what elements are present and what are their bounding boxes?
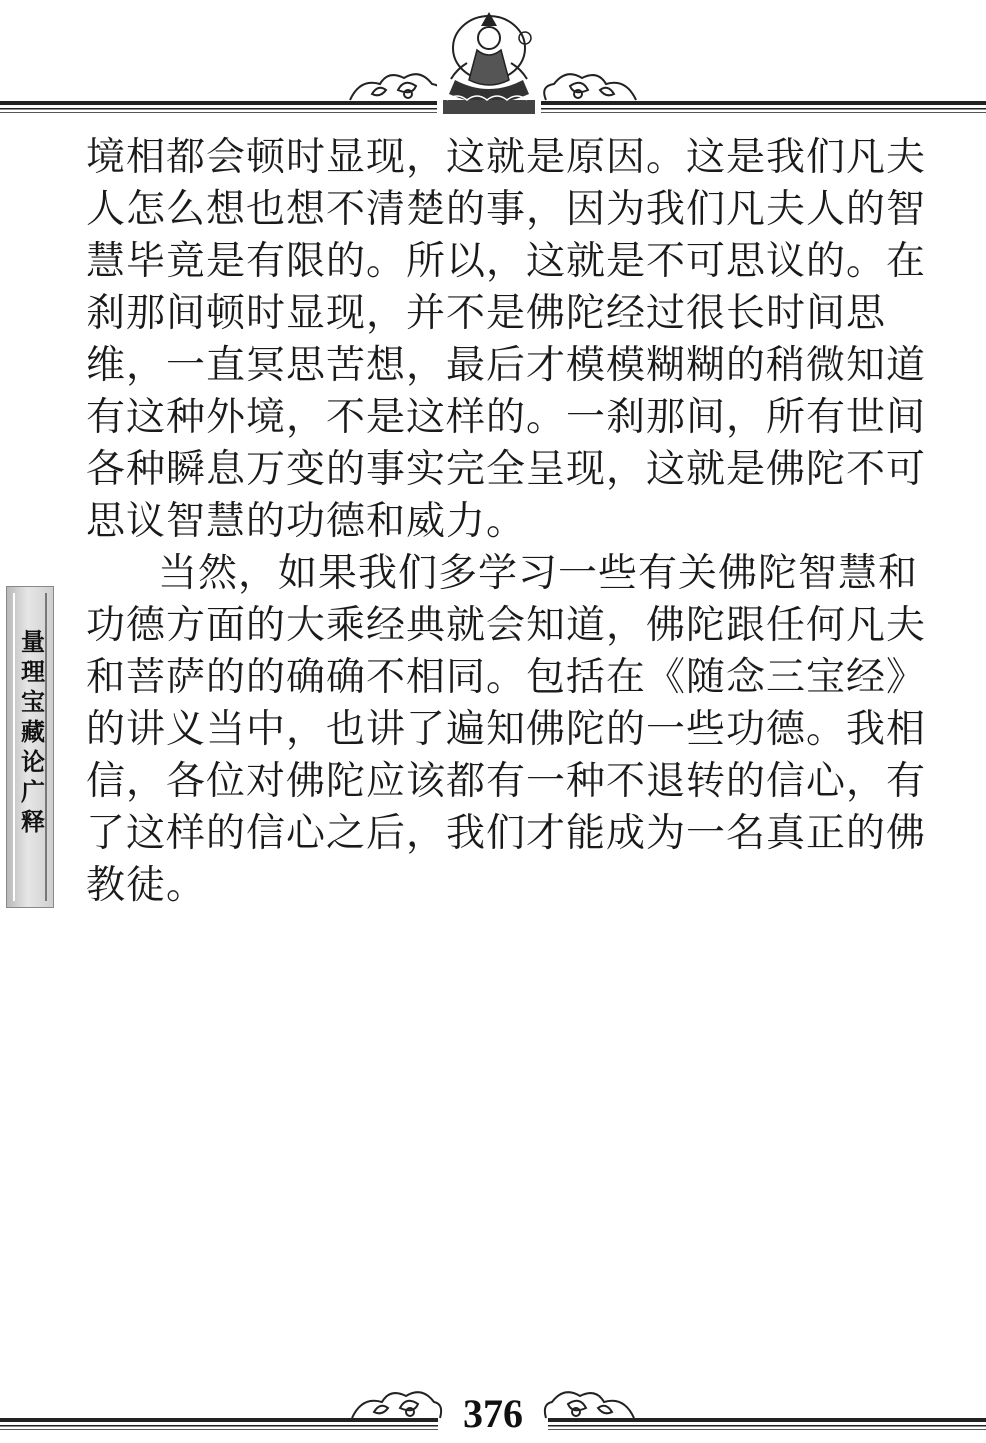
body-text bbox=[86, 132, 927, 912]
side-tab-title: 量理宝藏论广释 bbox=[16, 629, 46, 839]
deity-illustration bbox=[437, 8, 541, 118]
text-line: 刹那间顿时显现，并不是佛陀经过很长时间思 bbox=[86, 291, 887, 336]
text-line: 和菩萨的的确确不相同。包括在《随念三宝经》 bbox=[86, 655, 927, 700]
text-line: 慧毕竟是有限的。所以，这就是不可思议的。在 bbox=[86, 239, 927, 284]
text-line: 功德方面的大乘经典就会知道，佛陀跟任何凡夫 bbox=[86, 603, 927, 648]
text-line: 当然，如果我们多学习一些有关佛陀智慧和 bbox=[158, 551, 919, 596]
text-line: 了这样的信心之后，我们才能成为一名真正的佛 bbox=[86, 811, 927, 856]
left-cloud-icon bbox=[350, 74, 442, 100]
text-line: 维，一直冥思苦想，最后才模模糊糊的稍微知道 bbox=[86, 343, 927, 388]
left-cloud-icon bbox=[352, 1392, 441, 1418]
page-number: 376 bbox=[463, 1391, 523, 1436]
text-line: 思议智慧的功德和威力。 bbox=[86, 499, 527, 544]
text-line: 各种瞬息万变的事实完全呈现，这就是佛陀不可 bbox=[86, 447, 927, 492]
text-line: 信，各位对佛陀应该都有一种不退转的信心，有 bbox=[86, 759, 927, 804]
right-cloud-icon bbox=[544, 74, 636, 100]
side-tab bbox=[6, 586, 54, 908]
text-line: 教徒。 bbox=[86, 863, 207, 908]
text-line: 的讲义当中，也讲了遍知佛陀的一些功德。我相 bbox=[86, 707, 927, 752]
text-line: 人怎么想也想不清楚的事，因为我们凡夫人的智 bbox=[86, 187, 927, 232]
right-cloud-icon bbox=[545, 1392, 634, 1418]
text-line: 境相都会顿时显现，这就是原因。这是我们凡夫 bbox=[86, 135, 927, 180]
text-line: 有这种外境，不是这样的。一刹那间，所有世间 bbox=[86, 395, 927, 440]
